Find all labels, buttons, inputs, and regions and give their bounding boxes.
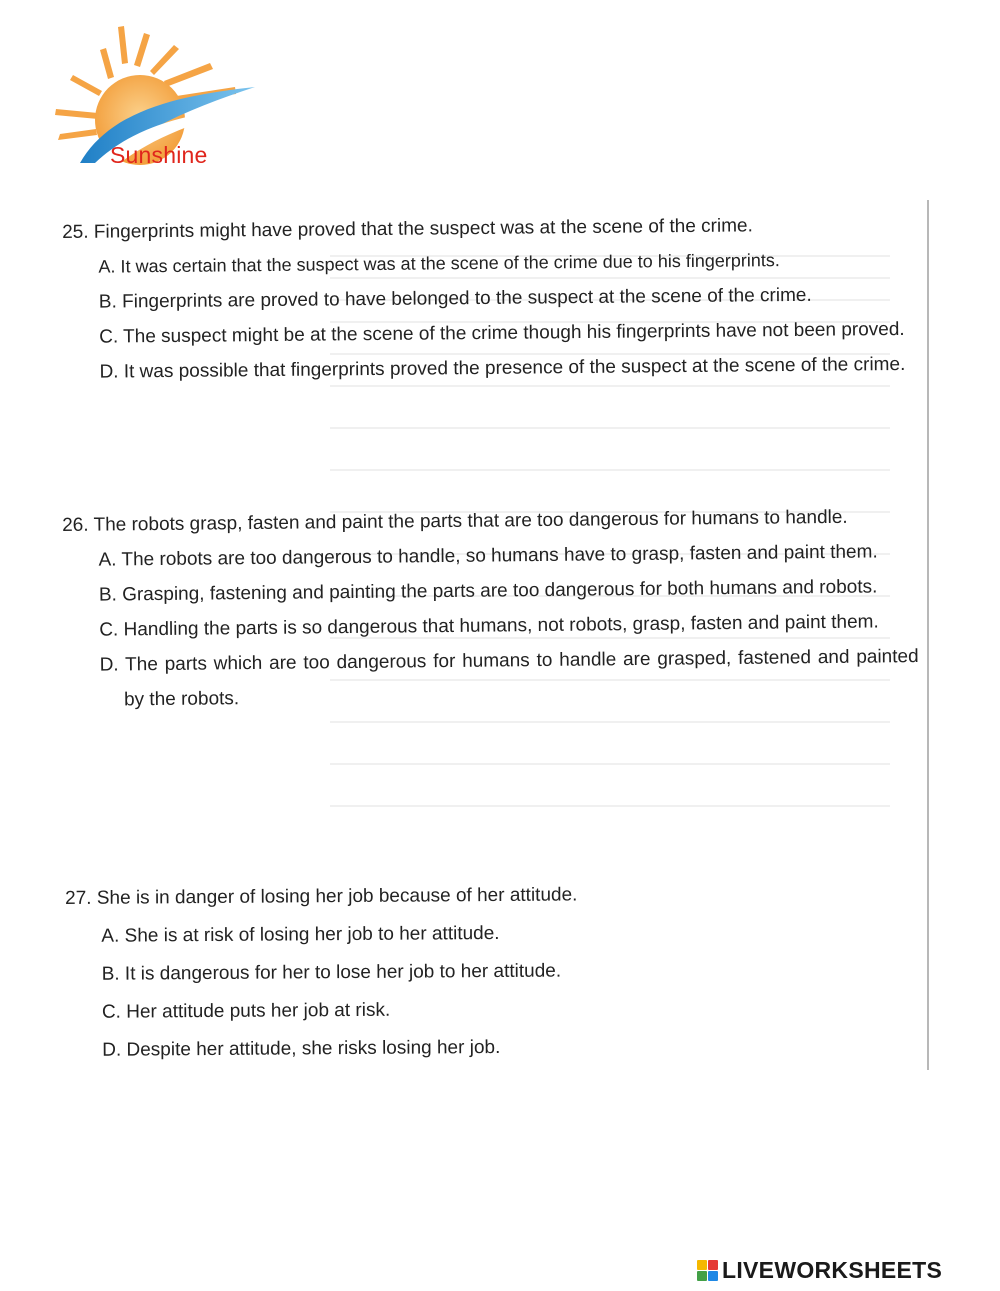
liveworksheets-logo-icon <box>697 1260 718 1281</box>
option-c: C. Her attitude puts her job at risk. <box>101 999 391 1023</box>
option-a: A. She is at risk of losing her job to her attitude. <box>101 922 500 947</box>
question-26 <box>62 499 919 718</box>
option-d: D. The parts which are too dangerous for humans to handle are grasped, fastened and painted by the robots. <box>99 646 919 711</box>
liveworksheets-footer[interactable] <box>697 1255 942 1285</box>
question-stem: 27. She is in danger of losing her job because of her attitude. <box>65 884 578 909</box>
liveworksheets-label: LIVEWORKSHEETS <box>722 1256 943 1283</box>
question-stem: 26. The robots grasp, fasten and paint the parts that are too dangerous for humans to handle. <box>62 506 848 536</box>
option-d: D. Despite her attitude, she risks losing her job. <box>102 1036 501 1061</box>
page-margin-line <box>927 200 929 1070</box>
option-a: A. It was certain that the suspect was at the scene of the crime due to his fingerprints. <box>98 250 780 277</box>
option-d: D. It was possible that fingerprints proved the presence of the suspect at the scene of the crime. <box>99 353 906 383</box>
option-c: C. Handling the parts is so dangerous that humans, not robots, grasp, fasten and paint them. <box>99 611 879 641</box>
question-25 <box>62 207 916 390</box>
sunshine-logo <box>40 15 280 185</box>
option-b: B. It is dangerous for her to lose her job to her attitude. <box>101 960 562 985</box>
question-27 <box>65 874 921 1070</box>
option-b: B. Grasping, fastening and painting the parts are too dangerous for both humans and robots. <box>98 576 878 606</box>
option-a: A. The robots are too dangerous to handle, so humans have to grasp, fasten and paint them. <box>98 541 878 571</box>
brand-name: Sunshine <box>110 142 208 168</box>
option-c: C. The suspect might be at the scene of the crime though his fingerprints have not been proved. <box>99 318 905 348</box>
option-b: B. Fingerprints are proved to have belonged to the suspect at the scene of the crime. <box>98 284 812 313</box>
question-stem: 25. Fingerprints might have proved that the suspect was at the scene of the crime. <box>62 215 753 243</box>
